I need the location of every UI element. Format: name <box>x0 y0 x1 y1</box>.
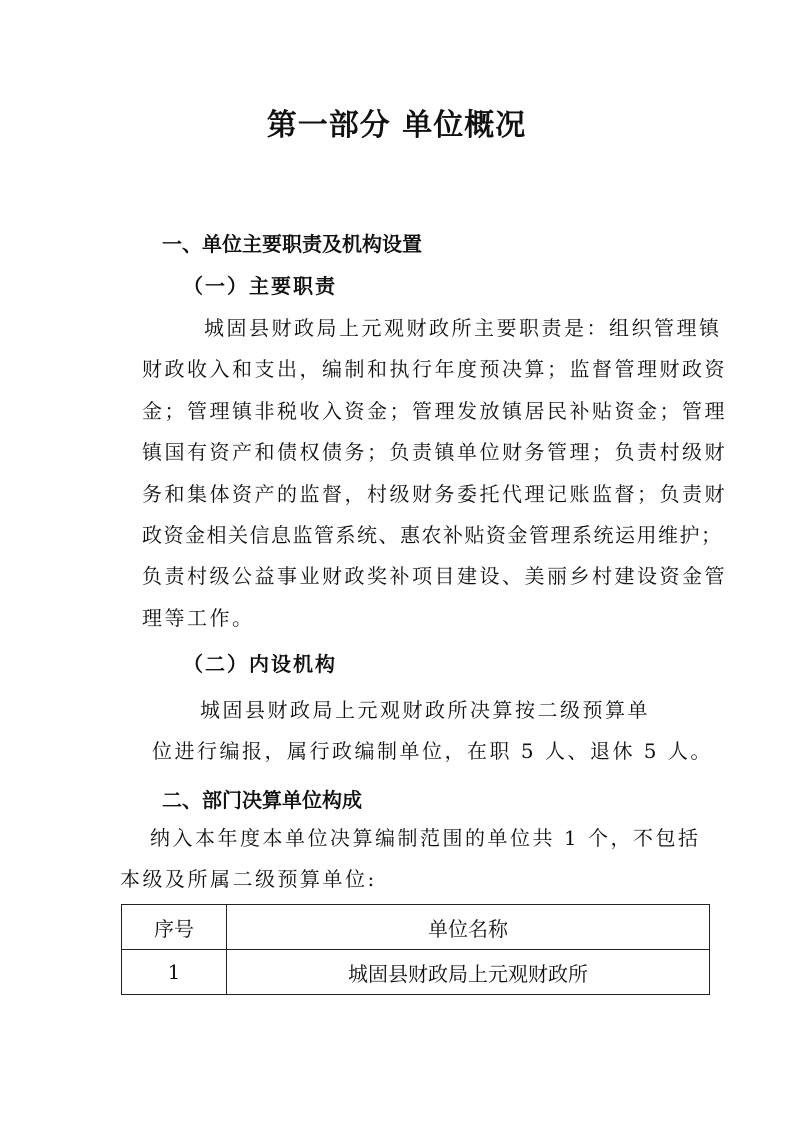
table-header-unit-name: 单位名称 <box>227 905 710 950</box>
subsection-heading-main-duties: （一）主要职责 <box>183 274 337 298</box>
subsection-heading-internal-structure: （二）内设机构 <box>183 652 337 676</box>
table-cell-unit-name: 城固县财政局上元观财政所 <box>227 950 710 995</box>
main-duties-paragraph <box>142 308 727 639</box>
paragraph-line: 位进行编报，属行政编制单位，在职 5 人、退休 5 人。 <box>152 739 713 764</box>
unit-table <box>121 904 710 995</box>
paragraph-line: 金；管理镇非税收入资金；管理发放镇居民补贴资金；管理 <box>142 398 727 423</box>
paragraph-line: 政资金相关信息监管系统、惠农补贴资金管理系统运用维护； <box>142 522 723 547</box>
unit-composition-paragraph <box>120 818 700 901</box>
paragraph-line: 负责村级公益事业财政奖补项目建设、美丽乡村建设资金管 <box>142 564 727 589</box>
page-title: 第一部分 单位概况 <box>266 108 527 143</box>
table-cell-serial: 1 <box>122 950 227 995</box>
table-header-serial: 序号 <box>122 905 227 950</box>
internal-structure-paragraph <box>150 690 713 773</box>
paragraph-line: 城固县财政局上元观财政所决算按二级预算单 <box>200 698 650 722</box>
table-row <box>122 950 710 995</box>
table-header-row <box>122 905 710 950</box>
section-heading-duties-structure: 一、单位主要职责及机构设置 <box>162 232 422 256</box>
paragraph-line: 财政收入和支出，编制和执行年度预决算；监督管理财政资 <box>142 357 727 382</box>
paragraph-line: 纳入本年度本单位决算编制范围的单位共 1 个，不包括 <box>150 826 701 850</box>
paragraph-line: 本级及所属二级预算单位: <box>120 867 377 892</box>
paragraph-line: 理等工作。 <box>142 605 255 630</box>
paragraph-line: 城固县财政局上元观财政所主要职责是：组织管理镇 <box>204 316 722 340</box>
paragraph-line: 镇国有资产和债权债务；负责镇单位财务管理；负责村级财 <box>142 440 727 465</box>
section-heading-unit-composition: 二、部门决算单位构成 <box>162 788 362 812</box>
paragraph-line: 务和集体资产的监督，村级财务委托代理记账监督；负责财 <box>142 481 727 506</box>
